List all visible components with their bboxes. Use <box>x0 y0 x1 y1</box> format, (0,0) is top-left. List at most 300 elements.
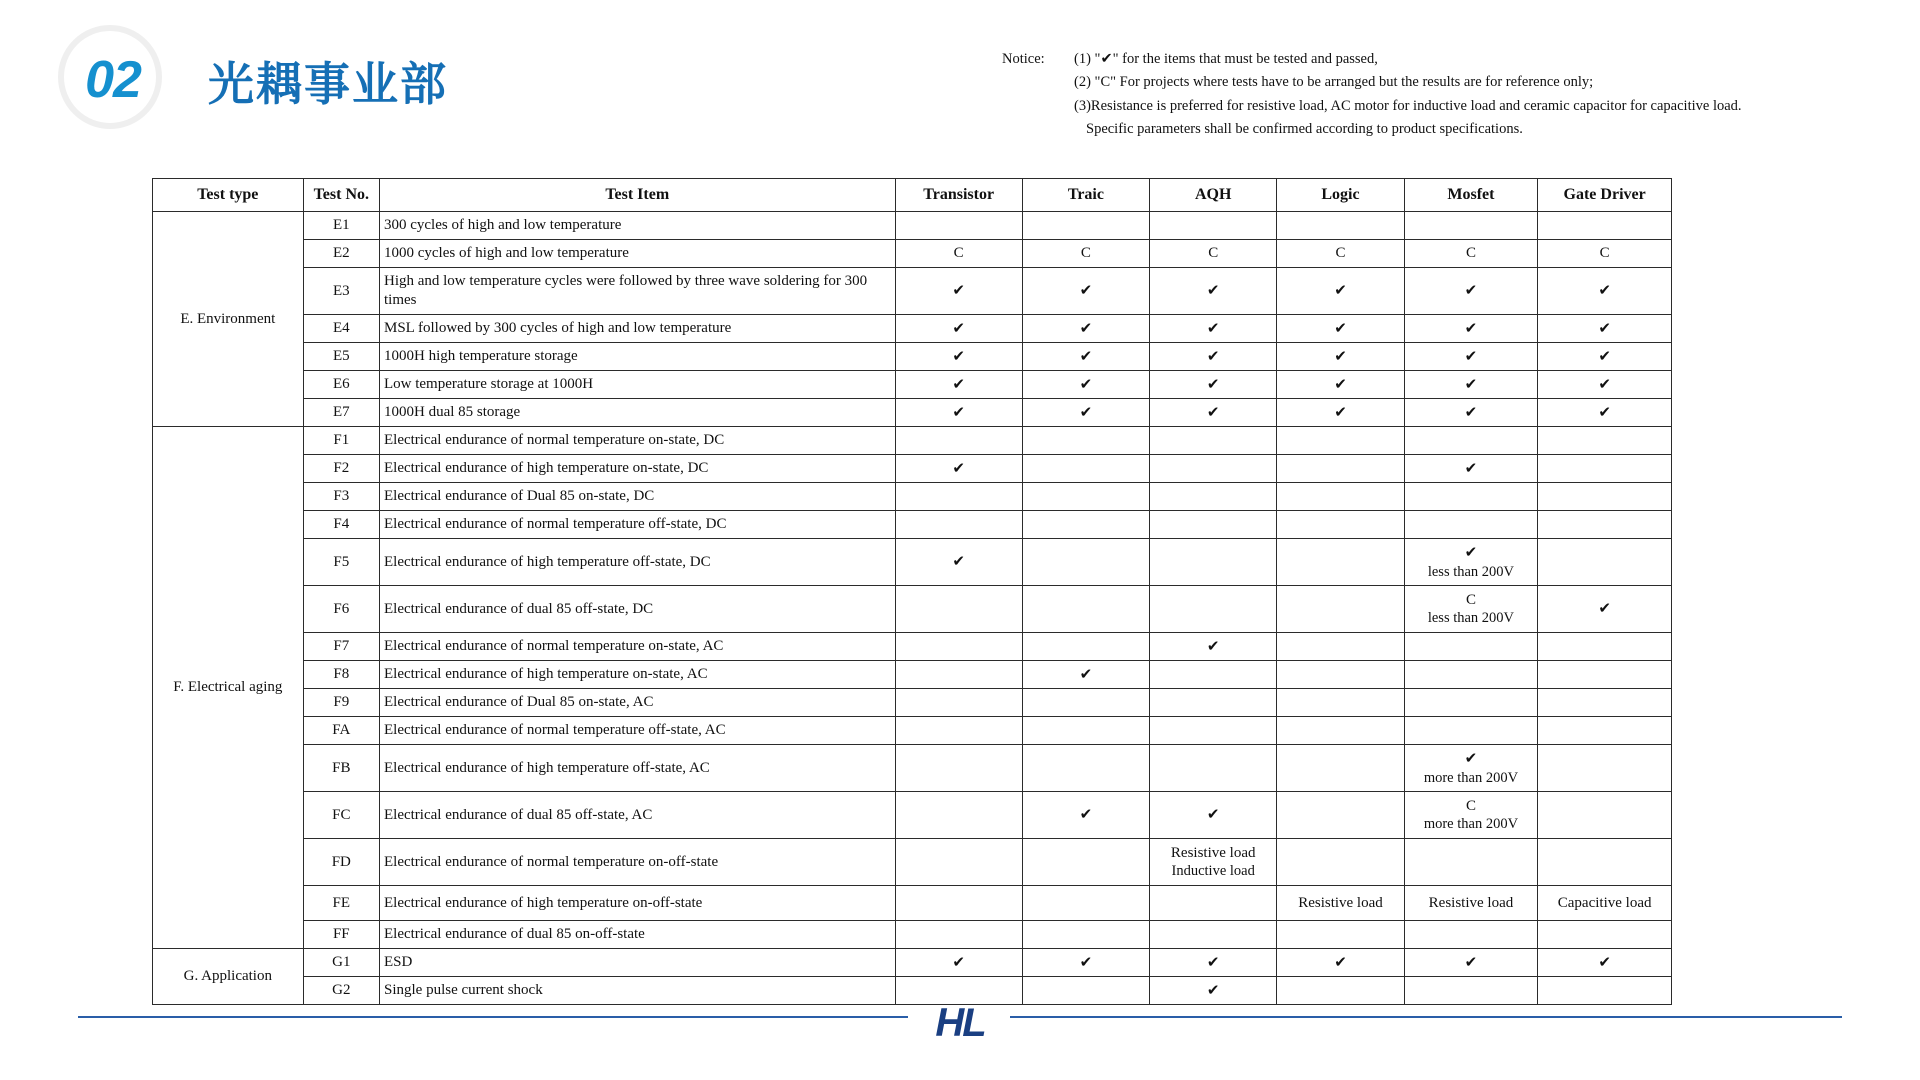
result-cell <box>1022 586 1149 633</box>
result-cell <box>895 661 1022 689</box>
result-cell <box>1404 921 1538 949</box>
check-icon: ✔ <box>952 346 965 365</box>
check-icon: ✔ <box>1334 281 1347 300</box>
result-cell <box>1022 483 1149 511</box>
section-badge <box>58 25 168 135</box>
result-mark: Resistive load <box>1428 894 1514 911</box>
notice-lines <box>1074 48 1902 142</box>
result-cell <box>1404 315 1538 343</box>
result-note: more than 200V <box>1423 816 1519 833</box>
result-cell <box>1538 212 1672 240</box>
result-cell <box>895 240 1022 268</box>
result-cell <box>1150 792 1277 839</box>
result-cell <box>895 343 1022 371</box>
test-item-cell: Electrical endurance of normal temperature on-off-state <box>379 839 895 886</box>
result-cell <box>1277 745 1404 792</box>
result-cell <box>1277 343 1404 371</box>
test-item-cell: Single pulse current shock <box>379 977 895 1005</box>
result-cell <box>895 399 1022 427</box>
check-icon: ✔ <box>1079 346 1093 365</box>
result-cell <box>1404 745 1538 792</box>
result-cell <box>895 455 1022 483</box>
result-cell <box>1538 886 1672 921</box>
result-cell <box>1538 689 1672 717</box>
result-cell <box>1404 633 1538 661</box>
result-cell <box>1277 661 1404 689</box>
test-item-cell: High and low temperature cycles were followed by three wave soldering for 300 times <box>379 268 895 315</box>
check-icon: ✔ <box>952 952 965 971</box>
check-icon: ✔ <box>1206 980 1220 999</box>
test-item-cell: Electrical endurance of normal temperature on-state, AC <box>379 633 895 661</box>
test-matrix-table <box>152 178 1672 1005</box>
result-cell <box>1277 240 1404 268</box>
result-cell <box>895 586 1022 633</box>
result-cell <box>1150 511 1277 539</box>
table-row <box>153 792 1672 839</box>
check-icon: ✔ <box>952 458 965 477</box>
result-mark: C <box>1599 245 1610 262</box>
table-row <box>153 268 1672 315</box>
header-test-no: Test No. <box>303 179 379 212</box>
test-item-cell: 1000H high temperature storage <box>379 343 895 371</box>
result-cell <box>895 633 1022 661</box>
notice-block <box>1002 48 1902 142</box>
table-row <box>153 371 1672 399</box>
result-cell <box>1538 661 1672 689</box>
check-icon: ✔ <box>1464 458 1478 477</box>
header-test-type: Test type <box>153 179 304 212</box>
result-cell <box>1404 586 1538 633</box>
result-cell <box>1404 212 1538 240</box>
result-cell <box>1150 886 1277 921</box>
check-icon: ✔ <box>952 281 965 300</box>
result-cell <box>1150 268 1277 315</box>
result-cell <box>1022 212 1149 240</box>
result-cell <box>1404 343 1538 371</box>
table-row <box>153 949 1672 977</box>
result-cell <box>1538 511 1672 539</box>
test-no-cell: G1 <box>303 949 379 977</box>
result-mark: Resistive load <box>1170 844 1256 861</box>
table-row <box>153 399 1672 427</box>
result-cell <box>1150 745 1277 792</box>
check-icon: ✔ <box>1464 749 1478 768</box>
result-cell <box>1404 483 1538 511</box>
result-cell <box>1277 212 1404 240</box>
table-row <box>153 745 1672 792</box>
check-icon: ✔ <box>1206 374 1220 393</box>
check-icon: ✔ <box>1206 805 1220 824</box>
result-cell <box>1022 661 1149 689</box>
result-cell <box>1022 949 1149 977</box>
result-mark: C <box>1465 797 1476 814</box>
test-no-cell: FA <box>303 717 379 745</box>
table-row <box>153 539 1672 586</box>
test-no-cell: F1 <box>303 427 379 455</box>
badge-number: 02 <box>85 51 141 109</box>
result-cell <box>1150 399 1277 427</box>
result-cell <box>1150 427 1277 455</box>
result-cell <box>1022 689 1149 717</box>
check-icon: ✔ <box>1079 318 1093 337</box>
result-cell <box>1277 399 1404 427</box>
result-note: less than 200V <box>1427 610 1515 627</box>
result-cell <box>1277 315 1404 343</box>
result-cell <box>1404 399 1538 427</box>
result-cell <box>1022 371 1149 399</box>
test-item-cell: Electrical endurance of dual 85 on-off-state <box>379 921 895 949</box>
result-cell <box>1404 792 1538 839</box>
result-cell <box>1538 399 1672 427</box>
result-cell <box>1022 343 1149 371</box>
result-cell <box>895 212 1022 240</box>
result-cell <box>1277 539 1404 586</box>
page-title: 光耦事业部 <box>208 57 448 111</box>
result-cell <box>1150 949 1277 977</box>
test-no-cell: F2 <box>303 455 379 483</box>
result-mark: C <box>1080 245 1091 262</box>
table-row <box>153 455 1672 483</box>
check-icon: ✔ <box>1334 952 1347 971</box>
table-row <box>153 717 1672 745</box>
check-icon: ✔ <box>1334 346 1347 365</box>
notice-line-4: Specific parameters shall be confirmed according to product specifications. <box>1086 121 1523 138</box>
footer-rule-left <box>78 1016 908 1018</box>
test-no-cell: E5 <box>303 343 379 371</box>
result-cell <box>1277 455 1404 483</box>
check-icon: ✔ <box>1079 281 1093 300</box>
result-cell <box>1277 268 1404 315</box>
test-item-cell: Electrical endurance of Dual 85 on-state, AC <box>379 689 895 717</box>
check-icon: ✔ <box>952 318 965 337</box>
check-icon: ✔ <box>1079 374 1093 393</box>
check-icon: ✔ <box>1464 952 1478 971</box>
header-traic: Traic <box>1022 179 1149 212</box>
check-icon: ✔ <box>1079 402 1093 421</box>
test-type-cell: E. Environment <box>153 212 304 427</box>
test-type-cell: G. Application <box>153 949 304 1005</box>
check-icon: ✔ <box>1598 318 1611 337</box>
result-cell <box>1277 371 1404 399</box>
check-icon: ✔ <box>1464 543 1478 562</box>
result-cell <box>1022 539 1149 586</box>
notice-line-3: (3)Resistance is preferred for resistive load, AC motor for inductive load and ceramic capacitor for capacitive load. <box>1074 97 1742 114</box>
result-cell <box>1538 268 1672 315</box>
table-row <box>153 586 1672 633</box>
result-cell <box>1538 717 1672 745</box>
result-cell <box>1150 240 1277 268</box>
result-cell <box>1022 511 1149 539</box>
check-icon: ✔ <box>1206 318 1220 337</box>
result-cell <box>1404 839 1538 886</box>
test-item-cell: MSL followed by 300 cycles of high and low temperature <box>379 315 895 343</box>
result-cell <box>1538 921 1672 949</box>
result-cell <box>1022 886 1149 921</box>
check-icon: ✔ <box>952 402 965 421</box>
result-note: Inductive load <box>1171 863 1255 880</box>
result-cell <box>1277 427 1404 455</box>
test-no-cell: F9 <box>303 689 379 717</box>
result-cell <box>1538 839 1672 886</box>
check-icon: ✔ <box>1598 599 1611 618</box>
test-item-cell: Electrical endurance of dual 85 off-state, DC <box>379 586 895 633</box>
result-cell <box>1022 921 1149 949</box>
company-logo: HL <box>935 1000 985 1045</box>
test-item-cell: 300 cycles of high and low temperature <box>379 212 895 240</box>
header-aqh: AQH <box>1150 179 1277 212</box>
result-cell <box>895 949 1022 977</box>
result-cell <box>895 921 1022 949</box>
check-icon: ✔ <box>1206 952 1220 971</box>
result-note: less than 200V <box>1427 563 1515 580</box>
result-cell <box>1404 511 1538 539</box>
result-cell <box>1150 921 1277 949</box>
result-cell <box>1404 717 1538 745</box>
table-row <box>153 661 1672 689</box>
result-cell <box>895 745 1022 792</box>
test-no-cell: F6 <box>303 586 379 633</box>
result-mark: Capacitive load <box>1557 894 1652 911</box>
result-cell <box>1150 343 1277 371</box>
test-no-cell: F7 <box>303 633 379 661</box>
test-no-cell: FB <box>303 745 379 792</box>
result-cell <box>1538 483 1672 511</box>
result-cell <box>1404 455 1538 483</box>
table-row <box>153 839 1672 886</box>
result-cell <box>1538 240 1672 268</box>
page-footer <box>0 994 1920 1058</box>
notice-line-2: (2) "C" For projects where tests have to be arranged but the results are for reference only; <box>1074 74 1594 91</box>
table-row <box>153 483 1672 511</box>
check-icon: ✔ <box>1334 374 1347 393</box>
result-cell <box>895 539 1022 586</box>
table-row <box>153 343 1672 371</box>
test-no-cell: FC <box>303 792 379 839</box>
test-item-cell: ESD <box>379 949 895 977</box>
test-item-cell: Electrical endurance of high temperature on-state, AC <box>379 661 895 689</box>
result-cell <box>1150 661 1277 689</box>
check-icon: ✔ <box>1464 281 1478 300</box>
result-cell <box>1277 586 1404 633</box>
result-cell <box>1150 483 1277 511</box>
table-row <box>153 689 1672 717</box>
result-cell <box>1404 689 1538 717</box>
result-cell <box>895 427 1022 455</box>
result-cell <box>1022 268 1149 315</box>
header-logic: Logic <box>1277 179 1404 212</box>
result-note: more than 200V <box>1423 769 1519 786</box>
result-cell <box>1150 717 1277 745</box>
table-row <box>153 212 1672 240</box>
result-cell <box>1150 539 1277 586</box>
result-cell <box>1538 343 1672 371</box>
result-cell <box>895 717 1022 745</box>
table-row <box>153 921 1672 949</box>
result-cell <box>1277 689 1404 717</box>
check-icon: ✔ <box>1079 952 1093 971</box>
result-cell <box>1538 745 1672 792</box>
table-row <box>153 633 1672 661</box>
check-icon: ✔ <box>952 374 965 393</box>
result-cell <box>1150 633 1277 661</box>
header-mosfet: Mosfet <box>1404 179 1538 212</box>
result-cell <box>1404 886 1538 921</box>
result-cell <box>1022 399 1149 427</box>
result-cell <box>1022 315 1149 343</box>
check-icon: ✔ <box>1079 664 1093 683</box>
test-item-cell: Electrical endurance of high temperature off-state, DC <box>379 539 895 586</box>
result-cell <box>895 315 1022 343</box>
check-icon: ✔ <box>1206 346 1220 365</box>
test-no-cell: F8 <box>303 661 379 689</box>
result-cell <box>1538 949 1672 977</box>
result-cell <box>1150 212 1277 240</box>
test-no-cell: FD <box>303 839 379 886</box>
result-cell <box>895 689 1022 717</box>
test-no-cell: E4 <box>303 315 379 343</box>
result-cell <box>1277 921 1404 949</box>
test-item-cell: 1000H dual 85 storage <box>379 399 895 427</box>
header-test-item: Test Item <box>379 179 895 212</box>
table-row <box>153 315 1672 343</box>
result-cell <box>1538 427 1672 455</box>
check-icon: ✔ <box>1464 402 1478 421</box>
result-cell <box>1277 483 1404 511</box>
result-cell <box>1150 455 1277 483</box>
check-icon: ✔ <box>1464 318 1478 337</box>
check-icon: ✔ <box>1334 402 1347 421</box>
result-cell <box>1022 717 1149 745</box>
result-cell <box>1538 792 1672 839</box>
test-no-cell: G2 <box>303 977 379 1005</box>
result-cell <box>1277 886 1404 921</box>
test-item-cell: Electrical endurance of normal temperature off-state, AC <box>379 717 895 745</box>
result-cell <box>1150 689 1277 717</box>
result-cell <box>1277 949 1404 977</box>
table-body <box>153 212 1672 1005</box>
result-cell <box>1538 315 1672 343</box>
result-cell <box>1277 792 1404 839</box>
result-cell <box>1022 240 1149 268</box>
test-item-cell: 1000 cycles of high and low temperature <box>379 240 895 268</box>
result-cell <box>1022 455 1149 483</box>
result-mark: Resistive load <box>1298 894 1383 911</box>
result-cell <box>1404 949 1538 977</box>
test-type-cell: F. Electrical aging <box>153 427 304 949</box>
result-mark: C <box>1465 245 1476 262</box>
check-icon: ✔ <box>1206 281 1220 300</box>
table-header-row <box>153 179 1672 212</box>
header-transistor: Transistor <box>895 179 1022 212</box>
result-cell <box>1150 586 1277 633</box>
notice-line-1: (1) "✔" for the items that must be tested and passed, <box>1074 51 1378 67</box>
result-mark: C <box>1208 245 1219 262</box>
table-row <box>153 511 1672 539</box>
result-cell <box>1538 586 1672 633</box>
check-icon: ✔ <box>1598 402 1611 421</box>
result-cell <box>1538 455 1672 483</box>
test-no-cell: F5 <box>303 539 379 586</box>
table-row <box>153 427 1672 455</box>
check-icon: ✔ <box>1598 346 1611 365</box>
check-icon: ✔ <box>1598 281 1611 300</box>
result-cell <box>1277 633 1404 661</box>
result-cell <box>895 483 1022 511</box>
test-item-cell: Electrical endurance of high temperature on-off-state <box>379 886 895 921</box>
result-cell <box>1538 539 1672 586</box>
table-row <box>153 886 1672 921</box>
check-icon: ✔ <box>1598 952 1611 971</box>
test-matrix-wrapper <box>152 178 1672 1005</box>
test-item-cell: Electrical endurance of Dual 85 on-state, DC <box>379 483 895 511</box>
test-no-cell: E7 <box>303 399 379 427</box>
result-cell <box>1404 268 1538 315</box>
result-cell <box>895 792 1022 839</box>
result-mark: C <box>953 245 964 262</box>
check-icon: ✔ <box>1464 346 1478 365</box>
test-item-cell: Low temperature storage at 1000H <box>379 371 895 399</box>
test-item-cell: Electrical endurance of high temperature off-state, AC <box>379 745 895 792</box>
test-no-cell: FF <box>303 921 379 949</box>
result-cell <box>1404 661 1538 689</box>
result-cell <box>895 886 1022 921</box>
result-cell <box>1022 633 1149 661</box>
result-cell <box>895 839 1022 886</box>
table-row <box>153 240 1672 268</box>
check-icon: ✔ <box>1079 805 1093 824</box>
result-mark: C <box>1335 245 1346 262</box>
result-cell <box>1404 371 1538 399</box>
test-no-cell: FE <box>303 886 379 921</box>
test-item-cell: Electrical endurance of normal temperature off-state, DC <box>379 511 895 539</box>
result-cell <box>1277 717 1404 745</box>
result-cell <box>1150 371 1277 399</box>
test-no-cell: F3 <box>303 483 379 511</box>
result-cell <box>1538 371 1672 399</box>
result-cell <box>1404 427 1538 455</box>
result-cell <box>895 268 1022 315</box>
test-no-cell: E1 <box>303 212 379 240</box>
result-cell <box>1277 839 1404 886</box>
test-item-cell: Electrical endurance of normal temperature on-state, DC <box>379 427 895 455</box>
result-cell <box>895 511 1022 539</box>
header-gate-driver: Gate Driver <box>1538 179 1672 212</box>
result-cell <box>1150 315 1277 343</box>
result-cell <box>1277 511 1404 539</box>
test-item-cell: Electrical endurance of dual 85 off-state, AC <box>379 792 895 839</box>
result-cell <box>1404 240 1538 268</box>
result-cell <box>1150 839 1277 886</box>
check-icon: ✔ <box>1598 374 1611 393</box>
test-no-cell: E6 <box>303 371 379 399</box>
result-cell <box>1404 539 1538 586</box>
test-item-cell: Electrical endurance of high temperature on-state, DC <box>379 455 895 483</box>
result-cell <box>1022 839 1149 886</box>
test-no-cell: F4 <box>303 511 379 539</box>
notice-label: Notice: <box>1002 51 1045 67</box>
check-icon: ✔ <box>952 552 965 571</box>
footer-rule-right <box>1010 1016 1842 1018</box>
result-cell <box>1022 792 1149 839</box>
result-cell <box>1538 633 1672 661</box>
result-cell <box>895 371 1022 399</box>
check-icon: ✔ <box>1464 374 1478 393</box>
test-no-cell: E3 <box>303 268 379 315</box>
check-icon: ✔ <box>1206 402 1220 421</box>
result-cell <box>1022 427 1149 455</box>
result-cell <box>1022 745 1149 792</box>
check-icon: ✔ <box>1206 636 1220 655</box>
